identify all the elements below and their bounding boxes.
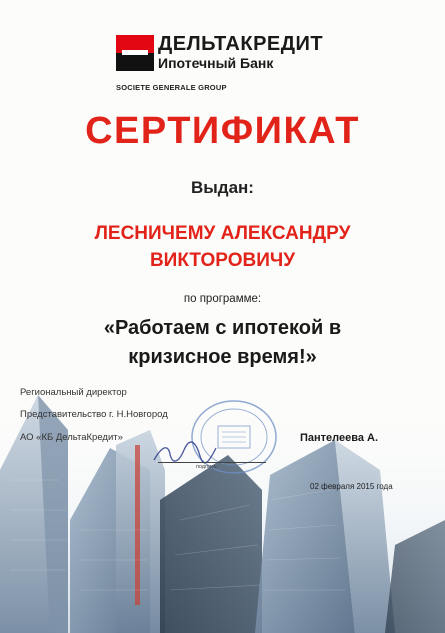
signer-office: Представительство г. Н.Новгород (20, 409, 168, 420)
recipient-name (0, 220, 445, 274)
signature-label: подпись (196, 464, 217, 470)
program-line-2: кризисное время!» (128, 346, 317, 368)
certificate-title: СЕРТИФИКАТ (85, 110, 360, 152)
issued-label: Выдан: (191, 178, 254, 197)
signer-role: Региональный директор (20, 387, 127, 398)
signer-name: Пантелеева А. (300, 432, 379, 444)
signer-organization: АО «КБ ДельтаКредит» (20, 432, 123, 443)
program-title (0, 314, 445, 372)
brand-subtitle: Ипотечный Банк (158, 55, 274, 71)
program-label: по программе: (183, 293, 262, 305)
recipient-line-1: ЛЕСНИЧЕМУ АЛЕКСАНДРУ (94, 223, 351, 244)
bank-logo-icon (116, 35, 154, 71)
issue-date: 02 февраля 2015 года (310, 482, 393, 491)
program-line-1: «Работаем с ипотекой в (103, 317, 342, 339)
signature-line (158, 462, 266, 463)
brand-group: SOCIETE GENERALE GROUP (116, 83, 227, 92)
brand-name: ДЕЛЬТАКРЕДИТ (158, 33, 324, 55)
recipient-line-2: ВИКТОРОВИЧУ (149, 250, 296, 271)
